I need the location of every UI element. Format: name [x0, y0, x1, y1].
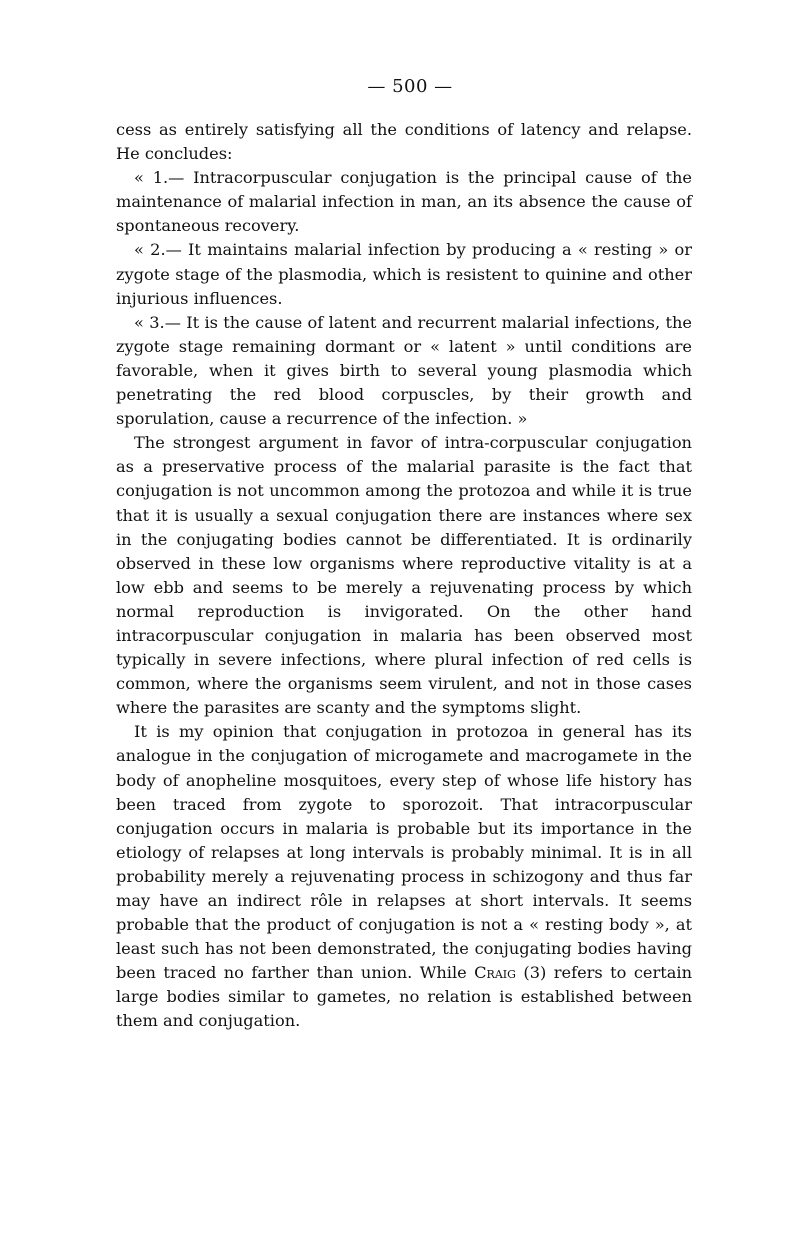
- paragraph-opinion: [116, 720, 692, 1033]
- paragraph-argument: The strongest argument in favor of intra-corpuscular conjugation as a preservative process of the malarial parasite is the fact that conjugation is not uncommon among the protozoa and while it is true that it is usually a sexual conjugation there are instances where sex in the conjugating bodies cannot be differentiated. It is ordinarily observed in these low organisms where reproductive vitality is at a low ebb and seems to be merely a rejuvenating process by which normal reproduction is invigorated. On the other hand intracorpuscular conjugation in malaria has been observed most typically in severe infections, where plural infection of red cells is common, where the organisms seem virulent, and not in those cases where the parasites are scanty and the symptoms slight.: [116, 433, 692, 718]
- page-number: — 500 —: [367, 76, 453, 97]
- quoted-conclusion-1: « 1.— Intracorpuscular conjugation is the principal cause of the maintenance of malarial infection in man, an its absence the cause of spontaneous recovery.: [116, 168, 692, 236]
- author-citation: Craig: [474, 963, 516, 983]
- quoted-conclusion-2: « 2.— It maintains malarial infection by producing a « resting » or zygote stage of the plasmodia, which is resistent to quinine and other injurious influences.: [116, 240, 692, 308]
- paragraph-opinion-text: It is my opinion that conjugation in protozoa in general has its analogue in the conjugation of microgamete and macrogamete in the body of anopheline mosquitoes, every step of whose life history has been traced from zygote to sporozoit. That intracorpuscular conjugation occurs in malaria is probable but its importance in the etiology of relapses at long intervals is probably minimal. It is in all probability merely a rejuvenating process in schizogony and thus far may have an indirect rôle in relapses at short intervals. It seems probable that the product of conjugation is not a « resting body », at least such has not been demonstrated, the conjugating bodies having been traced no farther than union. While: [116, 722, 692, 983]
- paragraph-continuation: cess as entirely satisfying all the conditions of latency and relapse. He concludes:: [116, 120, 692, 164]
- quoted-conclusion-3: « 3.— It is the cause of latent and recurrent malarial infections, the zygote stage remaining dormant or « latent » until conditions are favorable, when it gives birth to several young plasmodia which penetrating the red blood corpuscles, by their growth and sporulation, cause a recurrence of the infection. »: [116, 312, 692, 429]
- body-text: [116, 118, 692, 1034]
- paragraph-opinion-end: (3) refers to certain large bodies similar to gametes, no relation is established between them and conjugation.: [116, 963, 692, 1031]
